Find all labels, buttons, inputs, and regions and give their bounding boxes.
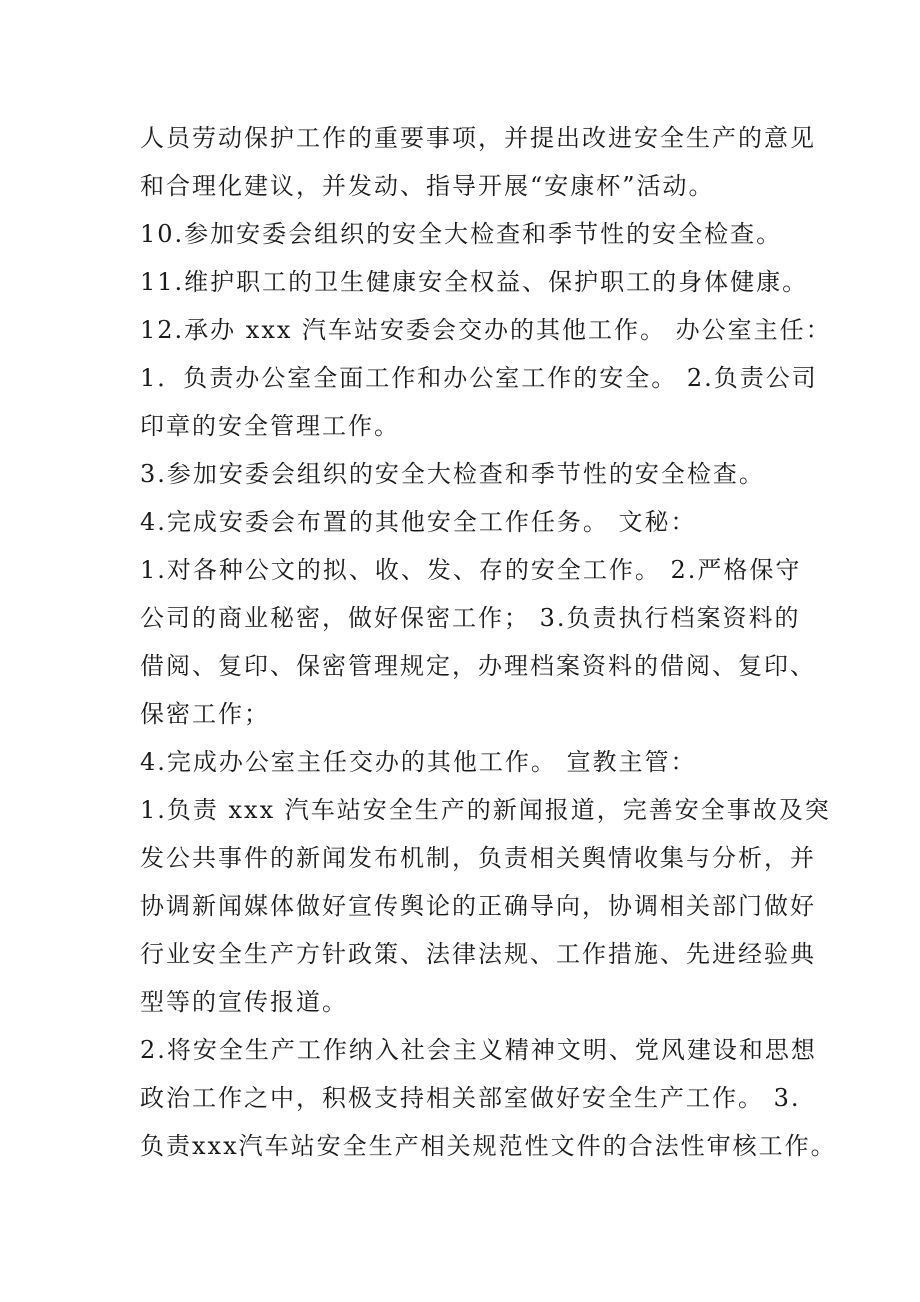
text-line: 3.参加安委会组织的安全大检查和季节性的安全检查。 [140, 460, 765, 488]
text-line: 保密工作； [140, 700, 270, 728]
text-line: 4.完成办公室主任交办的其他工作。 宣教主管： [140, 748, 697, 776]
text-line: 11.维护职工的卫生健康安全权益、保护职工的身体健康。 [140, 268, 809, 296]
text-line: 4.完成安委会布置的其他安全工作任务。 文秘： [140, 508, 697, 536]
text-line: 和合理化建议，并发动、指导开展“安康杯”活动。 [140, 172, 715, 200]
text-line: 政治工作之中，积极支持相关部室做好安全生产工作。 3. [140, 1084, 801, 1112]
text-line: 型等的宣传报道。 [140, 988, 348, 1016]
text-line: 协调新闻媒体做好宣传舆论的正确导向，协调相关部门做好 [140, 892, 816, 920]
text-line: 负责xxx汽车站安全生产相关规范性文件的合法性审核工作。 [140, 1132, 837, 1160]
text-line: 人员劳动保护工作的重要事项，并提出改进安全生产的意见 [140, 124, 816, 152]
text-line: 公司的商业秘密，做好保密工作； 3.负责执行档案资料的 [140, 604, 801, 632]
text-line: 印章的安全管理工作。 [140, 412, 400, 440]
text-line: 1.负责 xxx 汽车站安全生产的新闻报道，完善安全事故及突 [140, 796, 831, 824]
text-line: 发公共事件的新闻发布机制，负责相关舆情收集与分析，并 [140, 844, 816, 872]
text-line: 行业安全生产方针政策、法律法规、工作措施、先进经验典 [140, 940, 816, 968]
text-line: 1．负责办公室全面工作和办公室工作的安全。 2.负责公司 [140, 364, 818, 392]
text-line: 12.承办 xxx 汽车站安委会交办的其他工作。 办公室主任： [140, 316, 832, 344]
text-line: 1.对各种公文的拟、收、发、存的安全工作。 2.严格保守 [140, 556, 802, 584]
text-line: 借阅、复印、保密管理规定，办理档案资料的借阅、复印、 [140, 652, 816, 680]
text-line: 2.将安全生产工作纳入社会主义精神文明、党风建设和思想 [140, 1036, 817, 1064]
text-line: 10.参加安委会组织的安全大检查和季节性的安全检查。 [140, 220, 783, 248]
body-text [140, 114, 837, 1170]
